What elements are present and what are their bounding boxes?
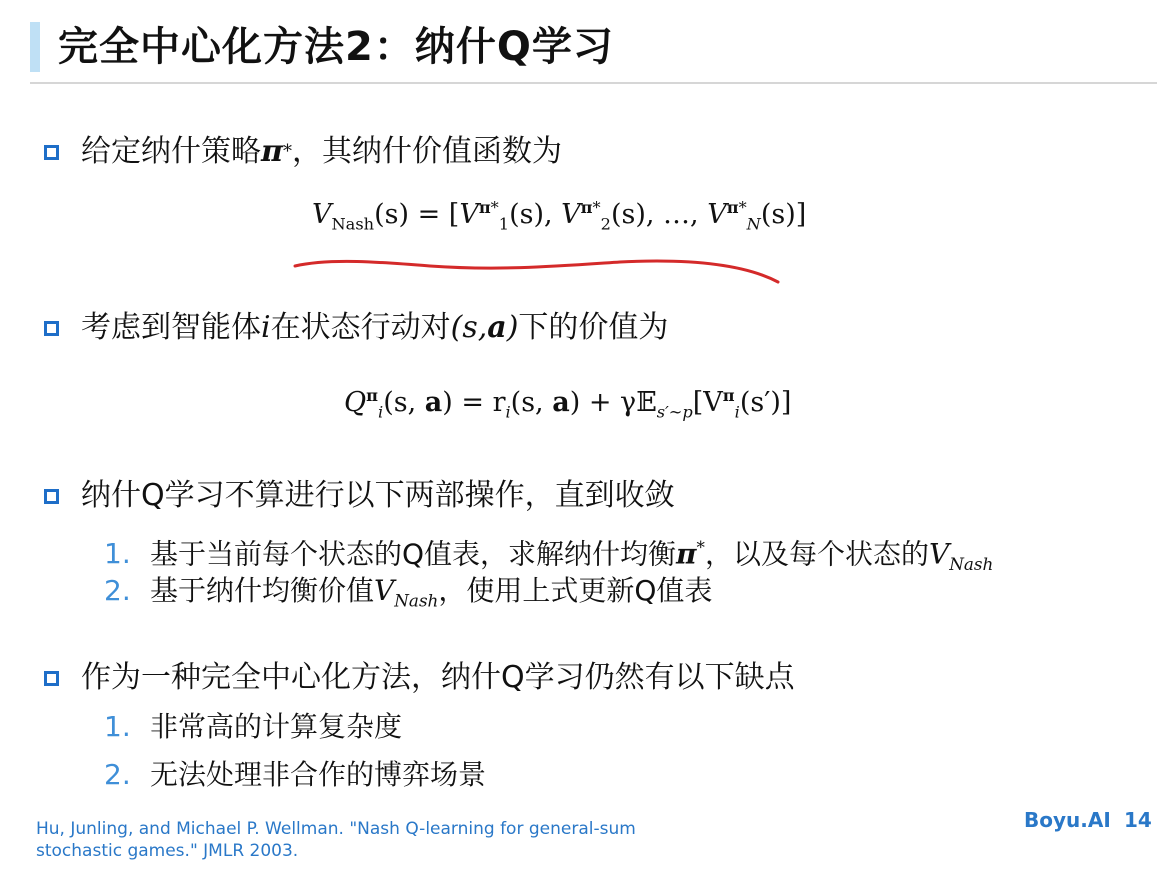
list-text: 基于当前每个状态的Q值表，求解纳什均衡 [150,537,677,571]
eq-superscript: π [366,386,378,405]
page-number: 14 [1124,808,1152,832]
brand-logo-text: Boyu.AI [1024,808,1111,832]
bullet-text: 在状态行动对 [270,310,451,345]
citation [36,818,636,862]
eq-superscript: π [580,198,593,217]
bullet-square-icon [44,489,59,504]
eq-text: (s) = [ [374,199,460,230]
eq-text: (s), [509,199,562,230]
bullet-square-icon [44,671,59,686]
list-number: 1. [104,710,131,743]
list-number: 1. [104,537,131,571]
citation-line: Hu, Junling, and Michael P. Wellman. "Nash Q-learning for general-sum [36,819,636,839]
eq-superscript: π [722,386,735,405]
equation-q-value [344,386,791,421]
list-number: 2. [104,758,131,791]
list-text: ，以及每个状态的 [704,537,929,571]
eq-text: ) + γ [569,387,637,418]
eq-symbol: a [424,387,443,418]
bullet-square-icon [44,321,59,336]
star-symbol: * [696,537,705,557]
eq-text: (s)] [760,199,807,230]
eq-symbol: V [707,199,727,230]
eq-text: ) = r [442,387,506,418]
action-symbol: a [487,310,507,345]
eq-symbol: V [459,199,479,230]
list-item [104,756,486,794]
list-text: ，使用上式更新Q值表 [438,574,713,607]
v-symbol: V [928,537,950,571]
agent-index-symbol: i [261,310,271,345]
eq-subscript: i [734,402,740,422]
pair-symbol: (s, [450,310,488,345]
list-item [104,708,402,746]
eq-subscript: Nash [331,214,375,234]
eq-text: (s, [510,387,553,418]
v-subscript: Nash [949,553,994,574]
list-item [104,572,712,620]
list-text: 非常高的计算复杂度 [150,710,403,743]
bullet-text: 纳什Q学习不算进行以下两部操作，直到收敛 [81,478,675,513]
eq-symbol: V [312,199,332,230]
eq-subscript: 1 [498,214,510,234]
pi-symbol: π [676,537,697,571]
eq-subscript: i [505,402,511,422]
bullet-text: 作为一种完全中心化方法，纳什Q学习仍然有以下缺点 [81,660,795,695]
eq-superscript: π [726,198,739,217]
list-number: 2. [104,574,131,607]
bullet-text: 考虑到智能体 [81,310,261,345]
bullet-text-after: ，其纳什价值函数为 [291,134,562,169]
v-symbol: V [374,574,395,607]
bullet-text: 给定纳什策略 [81,134,261,169]
eq-subscript: N [746,214,761,234]
expectation-symbol: 𝔼 [636,387,657,418]
list-text: 无法处理非合作的博弈场景 [150,758,487,791]
eq-subscript: s′~p [656,402,693,422]
eq-symbol: Q [344,387,367,418]
bullet-drawbacks [44,658,795,698]
pi-symbol: π [261,134,283,169]
eq-text: (s, [383,387,425,418]
bullet-agent-value [44,308,668,348]
eq-superscript: π [478,198,491,217]
eq-subscript: 2 [600,214,611,234]
eq-text: (s′)] [739,387,792,418]
eq-text: [V [692,387,723,418]
star-symbol: * [282,141,292,162]
slide-title: 完全中心化方法2：纳什Q学习 [58,24,614,70]
eq-subscript: i [378,402,384,422]
citation-line: stochastic games." JMLR 2003. [36,841,299,861]
bullet-nash-q-steps [44,476,675,516]
eq-text: (s), …, [610,199,708,230]
eq-superscript: * [738,198,747,217]
bullet-text-after: 下的价值为 [518,310,669,345]
eq-superscript: * [490,198,499,217]
pair-symbol: ) [506,310,519,345]
v-subscript: Nash [394,590,439,611]
list-text: 基于纳什均衡价值 [150,574,375,607]
eq-symbol: V [561,199,581,230]
eq-symbol: a [552,387,570,418]
eq-superscript: * [592,198,601,217]
